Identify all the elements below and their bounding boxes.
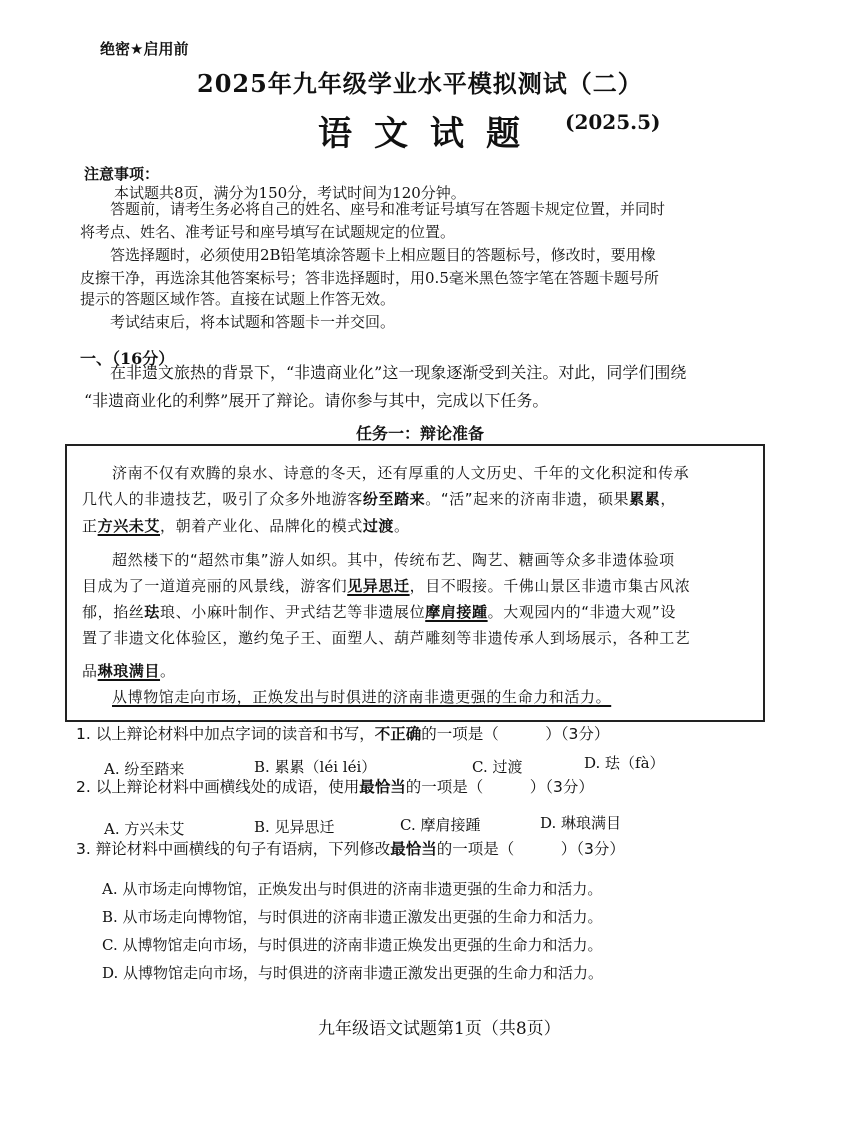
notice-line: 本试题共8页，满分为150分，考试时间为120分钟。: [114, 184, 466, 202]
material-line: 置了非遗文化体验区，邀约兔子王、面塑人、葫芦雕刻等非遗传承人到场展示，各种工艺: [82, 629, 691, 647]
secret-label: 绝密★启用前: [100, 40, 189, 58]
notice-line: 皮擦干净，再选涂其他答案标号；答非选择题时，用0.5毫米黑色签字笔在答题卡题号所: [80, 269, 659, 287]
material-line: 济南不仅有欢腾的泉水、诗意的冬天，还有厚重的人文历史、千年的文化积淀和传承: [112, 464, 690, 482]
notice-line: 提示的答题区域作答。直接在试题上作答无效。: [80, 290, 396, 308]
dotted-word: 珐: [144, 603, 161, 621]
subject-title: 语文试题: [318, 114, 542, 154]
notice-line: 答题前，请考生务必将自己的姓名、座号和准考证号填写在答题卡规定位置，并同时: [110, 200, 666, 218]
question-2-stem: 2. 以上辩论材料中画横线处的成语，使用最恰当的一项是（ ）（3分）: [76, 778, 594, 796]
dotted-word: 累累: [629, 490, 661, 508]
underlined-idiom: 摩肩接踵: [425, 603, 488, 621]
question-2-option-a: A. 方兴未艾: [104, 820, 185, 838]
dotted-word: 纷至踏来: [362, 490, 426, 508]
underlined-idiom: 方兴未艾: [97, 517, 161, 535]
question-1-option-a: A. 纷至踏来: [104, 760, 185, 778]
dotted-word: 过渡: [362, 517, 395, 535]
question-1-option-d: D. 珐（fà）: [584, 754, 665, 772]
material-line: 几代人的非遗技艺，吸引了众多外地游客纷至踏来。“活”起来的济南非遗，硕果累累，: [82, 490, 676, 508]
task-heading: 任务一：辩论准备: [356, 424, 485, 443]
question-2-option-c: C. 摩肩接踵: [400, 816, 481, 834]
question-3-option-c: C. 从博物馆走向市场，与时俱进的济南非遗正焕发出更强的生命力和活力。: [102, 936, 603, 954]
question-3-stem: 3. 辩论材料中画横线的句子有语病，下列修改最恰当的一项是（ ）（3分）: [76, 840, 625, 858]
underlined-sentence: 从博物馆走向市场，正焕发出与时俱进的济南非遗更强的生命力和活力。: [112, 688, 612, 706]
section-intro-line: “非遗商业化的利弊”展开了辩论。请你参与其中，完成以下任务。: [84, 391, 549, 410]
question-2-option-d: D. 琳琅满目: [540, 814, 622, 832]
exam-title: 2025年九年级学业水平模拟测试（二）: [197, 69, 643, 98]
question-3-option-d: D. 从博物馆走向市场，与时俱进的济南非遗正激发出更强的生命力和活力。: [102, 964, 604, 982]
underlined-idiom: 见异思迁: [347, 577, 410, 595]
section-heading: 一、（16分）: [80, 349, 175, 368]
material-line: 正方兴未艾，朝着产业化、品牌化的模式过渡。: [82, 517, 410, 535]
question-1-option-b: B. 累累（léi léi）: [254, 758, 377, 776]
material-line: 郁，掐丝珐琅、小麻叶制作、尹式结艺等非遗展位摩肩接踵。大观园内的“非遗大观”设: [82, 603, 676, 621]
section-intro-line: 在非遗文旅热的背景下，“非遗商业化”这一现象逐渐受到关注。对此，同学们围绕: [110, 363, 687, 382]
underlined-idiom: 琳琅满目: [97, 662, 161, 680]
question-1-option-c: C. 过渡: [472, 758, 523, 776]
notice-line: 答选择题时，必须使用2B铅笔填涂答题卡上相应题目的答题标号，修改时，要用橡: [110, 246, 656, 264]
material-line: 目成为了一道道亮丽的风景线，游客们见异思迁，目不暇接。千佛山景区非遗市集古风浓: [82, 577, 691, 595]
notice-heading: 注意事项：: [84, 165, 160, 183]
material-line: 超然楼下的“超然市集”游人如织。其中，传统布艺、陶艺、糖画等众多非遗体验项: [112, 551, 675, 569]
question-2-option-b: B. 见异思迁: [254, 818, 335, 836]
question-3-option-b: B. 从市场走向博物馆，与时俱进的济南非遗正激发出更强的生命力和活力。: [102, 908, 603, 926]
question-3-option-a: A. 从市场走向博物馆，正焕发出与时俱进的济南非遗更强的生命力和活力。: [102, 880, 603, 898]
page-footer: 九年级语文试题第1页（共8页）: [318, 1019, 561, 1039]
notice-line: 将考点、姓名、准考证号和座号填写在试题规定的位置。: [80, 223, 456, 241]
question-1-stem: 1. 以上辩论材料中加点字词的读音和书写，不正确的一项是（ ）（3分）: [76, 725, 610, 743]
notice-line: 考试结束后，将本试题和答题卡一并交回。: [110, 313, 396, 331]
material-line: 品琳琅满目。: [82, 662, 176, 680]
exam-date: (2025.5): [565, 110, 661, 134]
